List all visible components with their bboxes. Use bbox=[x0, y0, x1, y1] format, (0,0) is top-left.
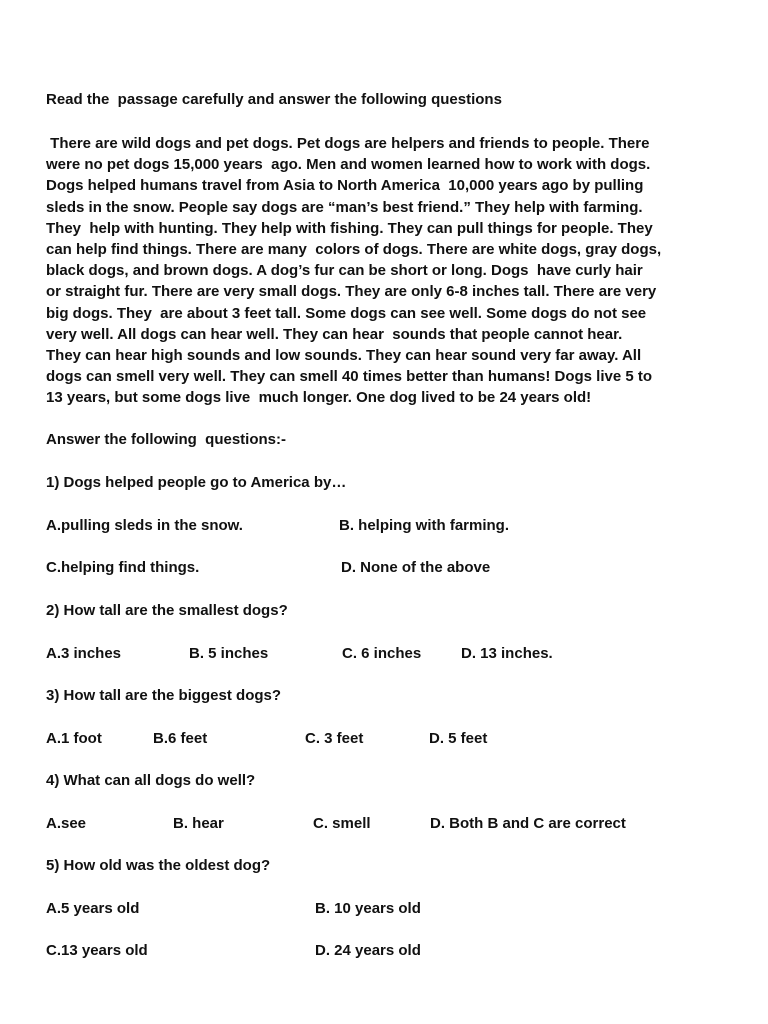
question-3-option-c[interactable]: C. 3 feet bbox=[305, 730, 364, 747]
passage-line: or straight fur. There are very small dogs. They are only 6-8 inches tall. There are very bbox=[46, 283, 657, 301]
question-3-option-a[interactable]: A.1 foot bbox=[46, 730, 102, 747]
question-5-option-a[interactable]: A.5 years old bbox=[46, 900, 140, 917]
question-1-option-c[interactable]: C.helping find things. bbox=[46, 559, 200, 576]
question-1: 1) Dogs helped people go to America by… bbox=[46, 474, 347, 491]
question-1-option-b[interactable]: B. helping with farming. bbox=[339, 517, 509, 534]
question-2-option-d[interactable]: D. 13 inches. bbox=[461, 645, 553, 662]
question-2-option-b[interactable]: B. 5 inches bbox=[189, 645, 269, 662]
question-1-option-a[interactable]: A.pulling sleds in the snow. bbox=[46, 517, 243, 534]
passage-line: sleds in the snow. People say dogs are “man’s best friend.” They help with farming. bbox=[46, 198, 643, 216]
question-5-option-b[interactable]: B. 10 years old bbox=[315, 900, 421, 917]
question-3-option-b[interactable]: B.6 feet bbox=[153, 730, 208, 747]
question-3-option-d[interactable]: D. 5 feet bbox=[429, 730, 488, 747]
question-5: 5) How old was the oldest dog? bbox=[46, 857, 271, 874]
reading-passage bbox=[46, 133, 756, 409]
question-4-option-b[interactable]: B. hear bbox=[173, 815, 224, 832]
passage-line: very well. All dogs can hear well. They can hear sounds that people cannot hear. bbox=[46, 325, 623, 343]
question-1-option-d[interactable]: D. None of the above bbox=[341, 559, 491, 576]
passage-line: dogs can smell very well. They can smell 40 times better than humans! Dogs live 5 to bbox=[46, 368, 653, 386]
passage-line: They can hear high sounds and low sounds. They can hear sound very far away. All bbox=[46, 347, 642, 365]
question-5-option-d[interactable]: D. 24 years old bbox=[315, 942, 421, 959]
passage-line: were no pet dogs 15,000 years ago. Men and women learned how to work with dogs. bbox=[46, 156, 651, 174]
question-4-option-c[interactable]: C. smell bbox=[313, 815, 371, 832]
question-2-option-a[interactable]: A.3 inches bbox=[46, 645, 122, 662]
passage-line: Dogs helped humans travel from Asia to North America 10,000 years ago by pulling bbox=[46, 177, 644, 195]
question-4-option-a[interactable]: A.see bbox=[46, 815, 87, 832]
question-4-option-d[interactable]: D. Both B and C are correct bbox=[430, 815, 626, 832]
question-2-option-c[interactable]: C. 6 inches bbox=[342, 645, 422, 662]
question-4: 4) What can all dogs do well? bbox=[46, 772, 256, 789]
passage-line: There are wild dogs and pet dogs. Pet dogs are helpers and friends to people. There bbox=[46, 135, 650, 152]
question-2: 2) How tall are the smallest dogs? bbox=[46, 602, 288, 619]
answer-heading: Answer the following questions:- bbox=[46, 431, 286, 448]
passage-line: 13 years, but some dogs live much longer. One dog lived to be 24 years old! bbox=[46, 389, 592, 407]
question-3: 3) How tall are the biggest dogs? bbox=[46, 687, 282, 704]
passage-line: black dogs, and brown dogs. A dog’s fur can be short or long. Dogs have curly hair bbox=[46, 262, 643, 280]
passage-line: They help with hunting. They help with fishing. They can pull things for people. They bbox=[46, 219, 653, 237]
question-5-option-c[interactable]: C.13 years old bbox=[46, 942, 148, 959]
passage-line: big dogs. They are about 3 feet tall. Some dogs can see well. Some dogs do not see bbox=[46, 304, 647, 322]
passage-line: can help find things. There are many colors of dogs. There are white dogs, gray dogs, bbox=[46, 241, 662, 259]
instruction-text: Read the passage carefully and answer the following questions bbox=[46, 91, 502, 108]
